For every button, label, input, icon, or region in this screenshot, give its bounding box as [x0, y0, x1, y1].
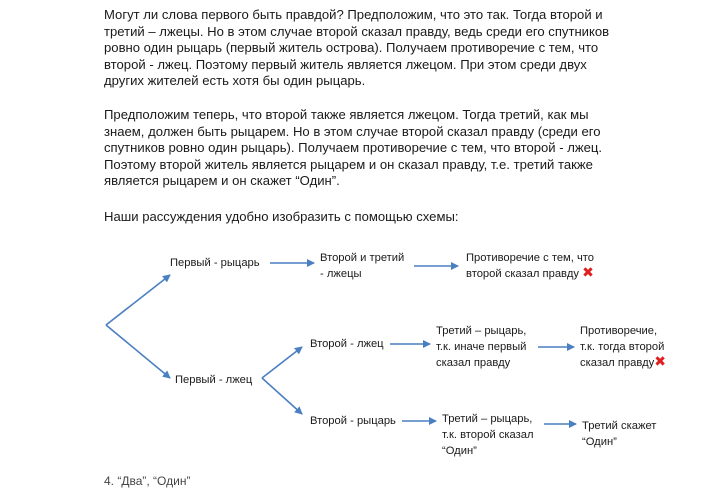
text-line: третий – лжецы. Но в этом случае второй сказал правду, ведь среди его спутников	[104, 23, 610, 39]
text-line: Поэтому второй житель является рыцарем и он сказал правду, т.е. третий также	[104, 156, 593, 172]
node-third-knight-1: Третий – рыцарь, т.к. иначе первый сказал правду	[436, 325, 527, 369]
text-line: спутников ровно один рыцарь). Получаем противоречие с тем, что второй - лжец.	[104, 140, 603, 156]
node-contradiction-1: Противоречие с тем, что второй сказал правду ✖	[466, 252, 595, 280]
text-line: других жителей есть хотя бы один рыцарь.	[104, 73, 366, 89]
text-line: Могут ли слова первого быть правдой? Предположим, что это так. Тогда второй и	[104, 7, 603, 22]
red-cross-icon: ✖	[582, 264, 594, 280]
node-second-liar: Второй - лжец	[310, 338, 384, 350]
arrow-first-liar-to-second-liar	[262, 347, 302, 378]
text-line: является рыцарем и он скажет “Один”.	[104, 173, 340, 189]
text-line: второй - лжец. Поэтому первый житель является лжецом. При этом среди двух	[104, 56, 587, 72]
text-line: ровно один рыцарь (первый житель острова). Получаем противоречие с тем, что	[104, 40, 599, 56]
text-line: Наши рассуждения удобно изобразить с помощью схемы:	[104, 209, 459, 224]
node-second-third-liars: Второй и третий - лжецы	[320, 252, 405, 280]
node-third-knight-2: Третий – рыцарь, т.к. второй сказал “Один”	[442, 413, 534, 457]
arrow-first-liar-to-second-knight	[262, 378, 302, 414]
node-first-liar: Первый - лжец	[175, 374, 253, 386]
node-first-knight: Первый - рыцарь	[170, 257, 260, 269]
red-cross-icon: ✖	[654, 353, 666, 369]
cutoff-line: 4. “Два”, “Один”	[104, 474, 191, 488]
node-second-knight: Второй - рыцарь	[310, 415, 396, 427]
text-line: знаем, должен быть рыцарем. Но в этом случае второй сказал правду (среди его	[104, 123, 601, 139]
arrow-root-to-first-knight	[106, 275, 170, 325]
arrow-root-to-first-liar	[106, 325, 170, 378]
node-contradiction-2: Противоречие, т.к. тогда второй сказал правду✖	[580, 325, 666, 369]
node-third-says: Третий скажет “Один”	[582, 420, 657, 448]
text-line: Предположим теперь, что второй также является лжецом. Тогда третий, как мы	[104, 107, 589, 122]
